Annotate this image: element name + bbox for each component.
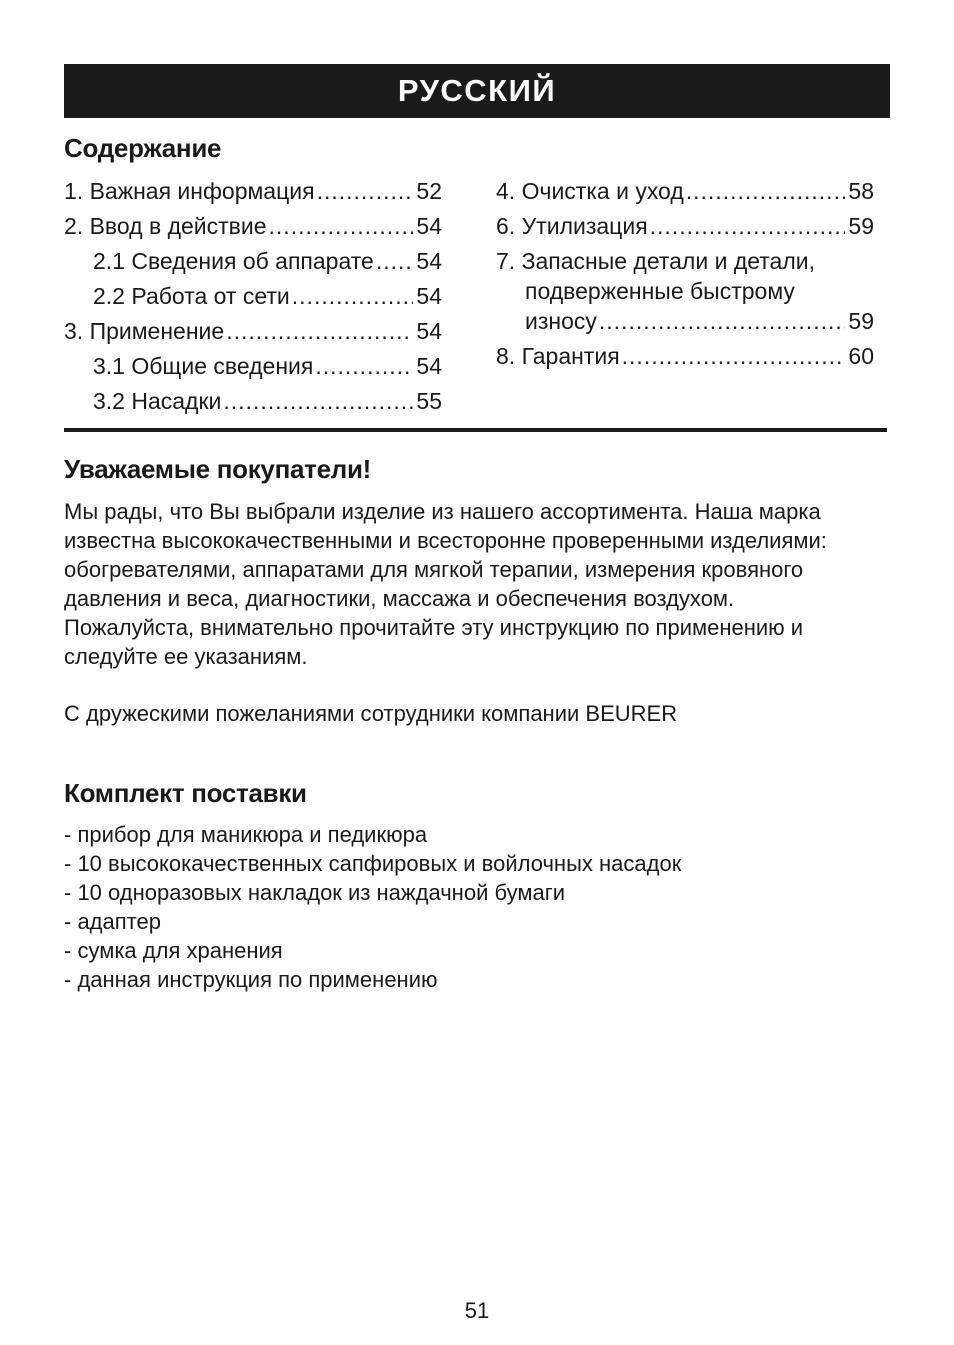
toc-entry[interactable] <box>64 246 442 281</box>
toc-leader <box>650 211 846 241</box>
list-item: - прибор для маникюра и педикюра <box>64 822 428 847</box>
list-item: - сумка для хранения <box>64 938 283 963</box>
toc-entry-label: 2.1 Сведения об аппарате <box>93 248 374 274</box>
toc-right-column <box>496 176 874 376</box>
toc-left-column <box>64 176 442 421</box>
toc-leader <box>686 176 846 206</box>
toc-entry-label: 8. Гарантия <box>496 343 620 369</box>
section-divider <box>64 428 887 432</box>
paragraph-line: Пожалуйста, внимательно прочитайте эту инструкцию по применению и <box>64 615 804 640</box>
toc-entry[interactable] <box>496 176 874 211</box>
toc-entry-label: 3.2 Насадки <box>93 388 222 414</box>
toc-leader <box>226 316 413 346</box>
paragraph-line: следуйте ее указаниям. <box>64 644 308 669</box>
toc-entry-page: 54 <box>416 283 442 309</box>
toc-entry[interactable] <box>496 246 874 276</box>
intro-paragraph <box>64 497 894 671</box>
language-banner <box>64 64 890 118</box>
toc-leader <box>622 341 846 371</box>
toc-entry-label: 3.1 Общие сведения <box>93 353 314 379</box>
list-item: - 10 высококачественных сапфировых и войлочных насадок <box>64 851 682 876</box>
toc-entry-page: 54 <box>416 248 442 274</box>
paragraph-line: обогревателями, аппаратами для мягкой терапии, измерения кровяного <box>64 557 804 582</box>
toc-entry-label: 6. Утилизация <box>496 213 648 239</box>
paragraph-line: известна высококачественными и всесторонне проверенными изделиями: <box>64 528 827 553</box>
list-item: - данная инструкция по применению <box>64 967 438 992</box>
toc-entry-label: 2.2 Работа от сети <box>93 283 290 309</box>
toc-entry-label: подверженные быстрому <box>525 278 795 304</box>
toc-leader <box>269 211 414 241</box>
toc-heading: Содержание <box>64 133 222 163</box>
toc-entry-page: 59 <box>848 308 874 334</box>
toc-entry[interactable] <box>64 176 442 211</box>
toc-entry-label: 3. Применение <box>64 318 225 344</box>
toc-entry[interactable] <box>496 341 874 376</box>
paragraph-line: давления и веса, диагностики, массажа и обеспечения воздухом. <box>64 586 735 611</box>
toc-entry[interactable] <box>64 386 442 421</box>
toc-entry-label: 7. Запасные детали и детали, <box>496 248 816 274</box>
toc-entry-page: 54 <box>416 213 442 239</box>
toc-entry-label: износу <box>525 308 597 334</box>
toc-leader <box>599 306 846 336</box>
toc-entry[interactable] <box>64 351 442 386</box>
page-number: 51 <box>464 1298 490 1323</box>
toc-leader <box>317 176 414 206</box>
dear-customers-heading: Уважаемые покупатели! <box>64 454 372 484</box>
toc-leader <box>223 386 413 416</box>
signature-line: С дружескими пожеланиями сотрудники компании BEURER <box>64 701 678 726</box>
list-item: - адаптер <box>64 909 161 934</box>
toc-entry[interactable] <box>64 211 442 246</box>
toc-entry-label: 1. Важная информация <box>64 178 315 204</box>
paragraph-line: Мы рады, что Вы выбрали изделие из нашего ассортимента. Наша марка <box>64 499 821 524</box>
delivery-heading: Комплект поставки <box>64 778 307 808</box>
toc-entry[interactable] <box>64 281 442 316</box>
toc-entry-page: 60 <box>848 343 874 369</box>
toc-entry-continuation <box>496 276 874 306</box>
toc-entry-page: 54 <box>416 353 442 379</box>
toc-entry-continuation[interactable] <box>496 306 874 341</box>
toc-entry-page: 58 <box>848 178 874 204</box>
toc-entry-label: 4. Очистка и уход <box>496 178 684 204</box>
banner-title: РУССКИЙ <box>397 73 557 108</box>
toc-entry-label: 2. Ввод в действие <box>64 213 267 239</box>
toc-entry-page: 54 <box>416 318 442 344</box>
delivery-list <box>64 820 681 994</box>
toc-leader <box>292 281 414 311</box>
toc-entry-page: 55 <box>416 388 442 414</box>
toc-entry[interactable] <box>496 211 874 246</box>
toc-entry-page: 59 <box>848 213 874 239</box>
toc-leader <box>315 351 413 381</box>
toc-leader <box>376 246 414 276</box>
toc-entry-page: 52 <box>416 178 442 204</box>
list-item: - 10 одноразовых накладок из наждачной бумаги <box>64 880 566 905</box>
toc-entry[interactable] <box>64 316 442 351</box>
